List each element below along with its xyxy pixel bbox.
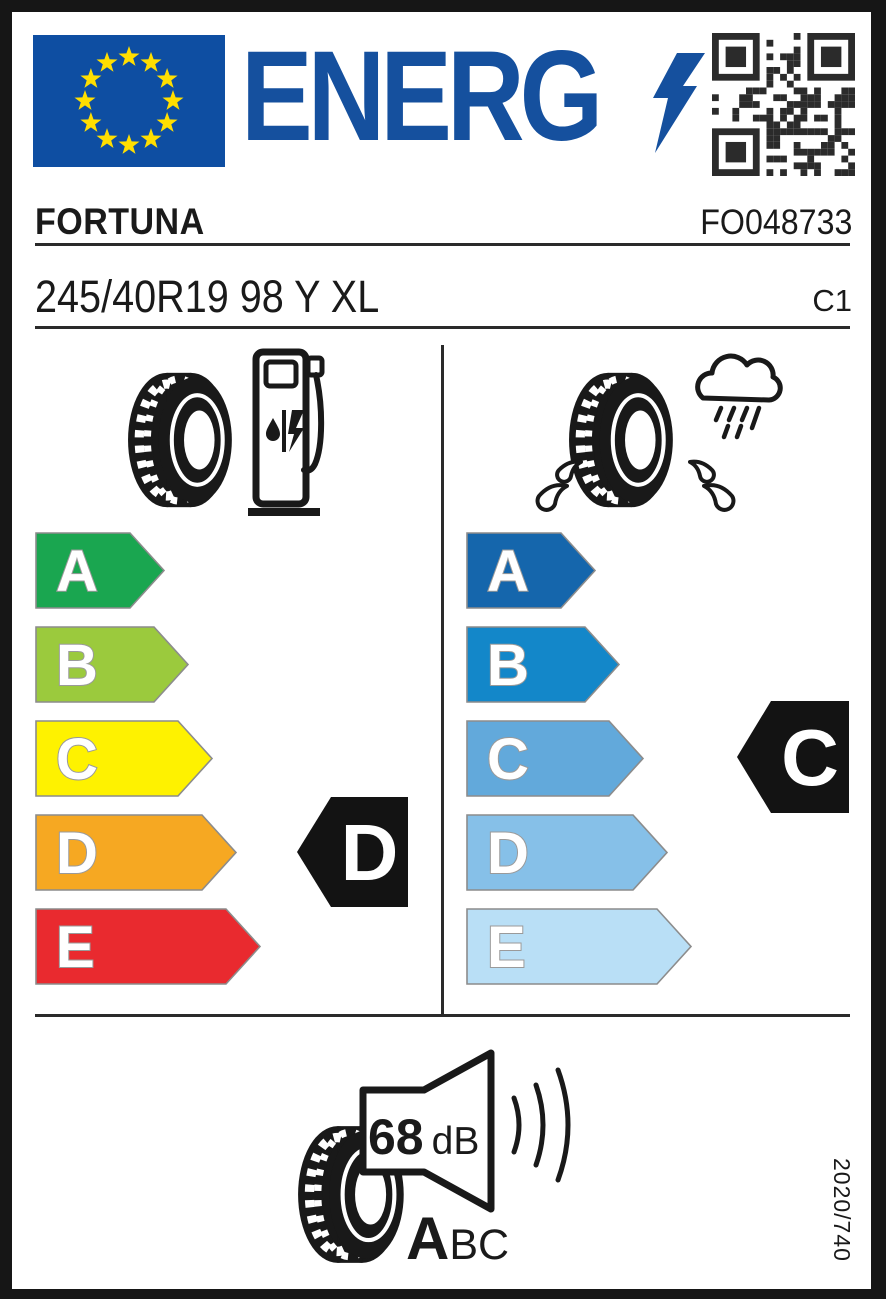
grade-letter: B [56, 633, 98, 698]
rating-arrow-b [35, 626, 190, 703]
separator-line [35, 326, 850, 329]
water-splash-icon [535, 458, 591, 516]
rating-arrow-e [35, 908, 262, 985]
water-splash-icon [680, 458, 736, 516]
rating-arrow-c [35, 720, 214, 797]
brand-name: FORTUNA [35, 201, 205, 242]
grade-letter: D [487, 821, 529, 886]
grade-letter: C [56, 727, 98, 792]
separator-line [35, 1014, 850, 1017]
grade-letter: A [56, 539, 98, 604]
qr-code [712, 33, 855, 176]
energy-logo-text: ENERG [241, 25, 599, 168]
model-id: FO048733 [699, 203, 852, 242]
grade-letter: E [487, 915, 526, 980]
separator-line [35, 243, 850, 246]
rating-arrow-a [35, 532, 166, 609]
noise-db-value: 68 [368, 1109, 424, 1165]
noise-db-unit: dB [431, 1120, 480, 1163]
fuel-pump-icon [246, 346, 330, 516]
selected-rating-arrow [297, 797, 408, 907]
rating-arrow-d [35, 814, 238, 891]
grade-letter: A [487, 539, 529, 604]
selected-rating-arrow [737, 701, 849, 813]
grade-letter: C [487, 727, 529, 792]
tire-class: C1 [812, 283, 852, 318]
energy-logo [241, 25, 666, 168]
sound-waves-icon [506, 1058, 588, 1193]
selected-grade-letter: C [781, 713, 839, 802]
noise-class [406, 1204, 509, 1273]
noise-class-other: BC [449, 1221, 510, 1269]
eu-flag [33, 35, 225, 167]
rain-cloud-icon [683, 350, 783, 445]
noise-level [368, 1108, 479, 1166]
tire-icon [126, 366, 240, 514]
regulation-reference: 2020/740 [829, 1158, 855, 1262]
rating-arrow-b [466, 626, 621, 703]
lightning-bolt-icon [647, 53, 705, 153]
grade-letter: E [56, 915, 95, 980]
grade-letter: B [487, 633, 529, 698]
rating-arrow-e [466, 908, 693, 985]
noise-class-selected: A [406, 1205, 450, 1272]
rating-arrow-a [466, 532, 597, 609]
rating-arrow-d [466, 814, 669, 891]
grade-letter: D [56, 821, 98, 886]
tire-size: 245/40R19 98 Y XL [35, 271, 380, 322]
rating-arrow-c [466, 720, 645, 797]
selected-grade-letter: D [340, 808, 399, 897]
column-divider [441, 345, 444, 1015]
